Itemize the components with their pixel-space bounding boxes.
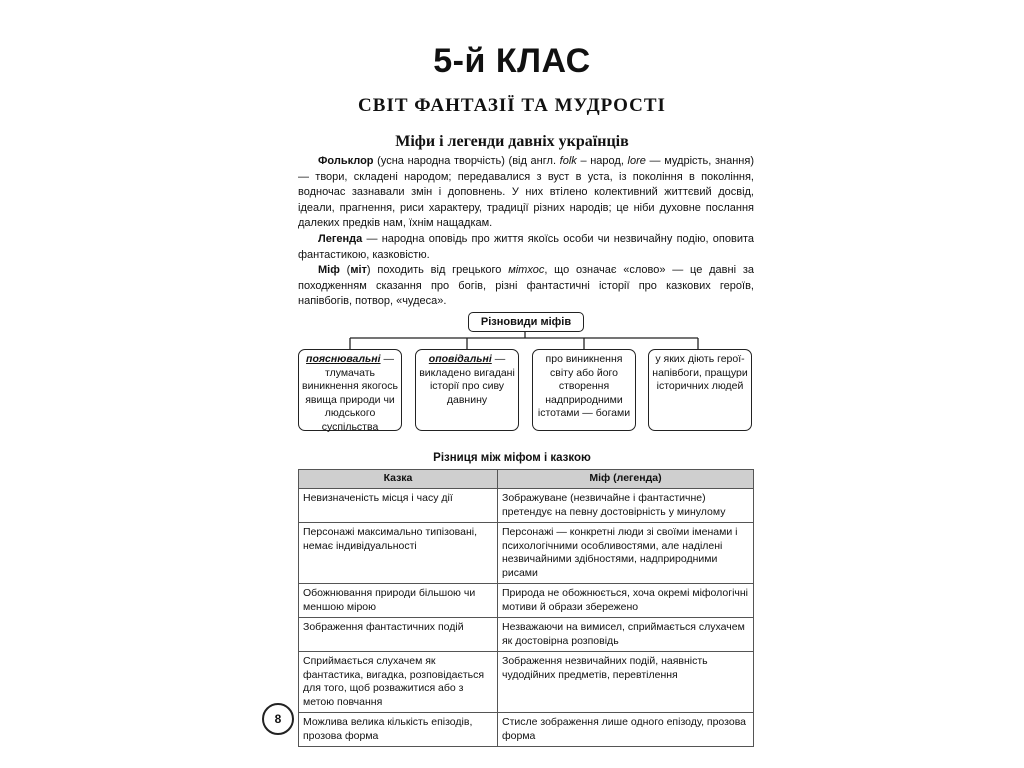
- table-cell: Невизначеність місця і часу дії: [299, 489, 498, 523]
- diagram-leaf-heroic: [648, 349, 752, 431]
- term-myth: Міф: [318, 264, 340, 277]
- table-cell: Сприймається слухачем як фантастика, вигадка, розповідається для того, щоб розважитися або з метою повчання: [299, 652, 498, 713]
- table-title: Різниця між міфом і казкою: [433, 452, 591, 464]
- leaf-term: оповідальні: [428, 353, 492, 365]
- text-span: ) походить від грецького: [366, 264, 509, 277]
- table-cell: Природа не обожнюється, хоча окремі міфологічні мотиви й образи збережено: [498, 584, 754, 618]
- subsection-title: Міфи і легенди давніх українців: [395, 133, 629, 150]
- table-cell: Стисле зображення лише одного епізоду, прозова форма: [498, 713, 754, 747]
- table-row: [299, 618, 754, 652]
- table-cell: Зображення незвичайних подій, наявність чудодійних предметів, перевтілення: [498, 652, 754, 713]
- table-row: [299, 652, 754, 713]
- text-span: (: [339, 264, 351, 277]
- myth-types-diagram: [296, 308, 758, 438]
- diagram-root-box: Різновиди міфів: [468, 312, 584, 332]
- paragraph-legend: [298, 232, 754, 263]
- table-row: [299, 489, 754, 523]
- paragraph-myth: [298, 263, 754, 310]
- table-header-row: [299, 470, 754, 489]
- term-folklore: Фольклор: [318, 155, 374, 167]
- page-number-badge: 8: [262, 703, 294, 735]
- class-title: 5-й КЛАС: [433, 42, 591, 80]
- comparison-table: [298, 469, 754, 747]
- table-cell: Персонажі максимально типізовані, немає індивідуальності: [299, 523, 498, 584]
- text-span: — мудрість, знання) — твори, складені народом; передавалися з вуст в уста, із покоління в покоління, водночас зазнавали змін і доповнень. У них втілено колективний життєвий досвід, ідеали, прагнення, риси характеру, традиції різних народів; це ніби духовне послання далеких предків нам, їхнім нащадкам.: [298, 155, 754, 230]
- table-row: [299, 713, 754, 747]
- diagram-leaf-cosmogonic: [532, 349, 636, 431]
- term-legend: Легенда: [318, 232, 363, 245]
- italic-word: мітхос: [508, 264, 545, 277]
- diagram-leaf-explanatory: [298, 349, 402, 431]
- diagram-leaf-narrative: [415, 349, 519, 431]
- text-span: – народ,: [576, 155, 628, 167]
- table-cell: Персонажі — конкретні люди зі своїми іменами і психологічними особливостями, але наділені незвичайними здібностями, надприродними рисами: [498, 523, 754, 584]
- leaf-text: у яких діють герої-напівбоги, пращури історичних людей: [652, 353, 748, 392]
- table-cell: Обожнювання природи більшою чи меншою мірою: [299, 584, 498, 618]
- text-span: (усна народна творчість) (від англ.: [373, 155, 560, 167]
- text-span: , що означає «слово» — це давні за походженням сказання про богів, різні фантастичні історії про казкових героїв, напівбогів, потвор, «чудеса».: [298, 264, 754, 308]
- term-myth-alt: міт: [350, 264, 367, 277]
- table-cell: Зображуване (незвичайне і фантастичне) претендує на певну достовірність у минулому: [498, 489, 754, 523]
- italic-word: lore: [627, 155, 646, 167]
- column-header: Казка: [299, 470, 498, 489]
- table-row: [299, 584, 754, 618]
- section-title: СВІТ ФАНТАЗІЇ ТА МУДРОСТІ: [358, 95, 666, 116]
- column-header: Міф (легенда): [498, 470, 754, 489]
- table-row: [299, 523, 754, 584]
- leaf-term: пояснювальні: [306, 353, 381, 365]
- leaf-text: — викладено вигадані історії про сиву давнину: [419, 353, 515, 406]
- leaf-text: про виникнення світу або його створення надприродними істотами — богами: [537, 353, 631, 419]
- body-text: [298, 154, 754, 310]
- text-span: — народна оповідь про життя якоїсь особи чи незвичайну подію, оповита фантастикою, казковістю.: [298, 232, 754, 261]
- table-cell: Незважаючи на вимисел, сприймається слухачем як достовірна розповідь: [498, 618, 754, 652]
- table-cell: Можлива велика кількість епізодів, прозова форма: [299, 713, 498, 747]
- paragraph-folklore: [298, 154, 754, 232]
- italic-word: folk: [559, 155, 577, 167]
- leaf-text: — тлумачать виникнення якогось явища природи чи людського суспільства: [302, 353, 398, 433]
- table-cell: Зображення фантастичних подій: [299, 618, 498, 652]
